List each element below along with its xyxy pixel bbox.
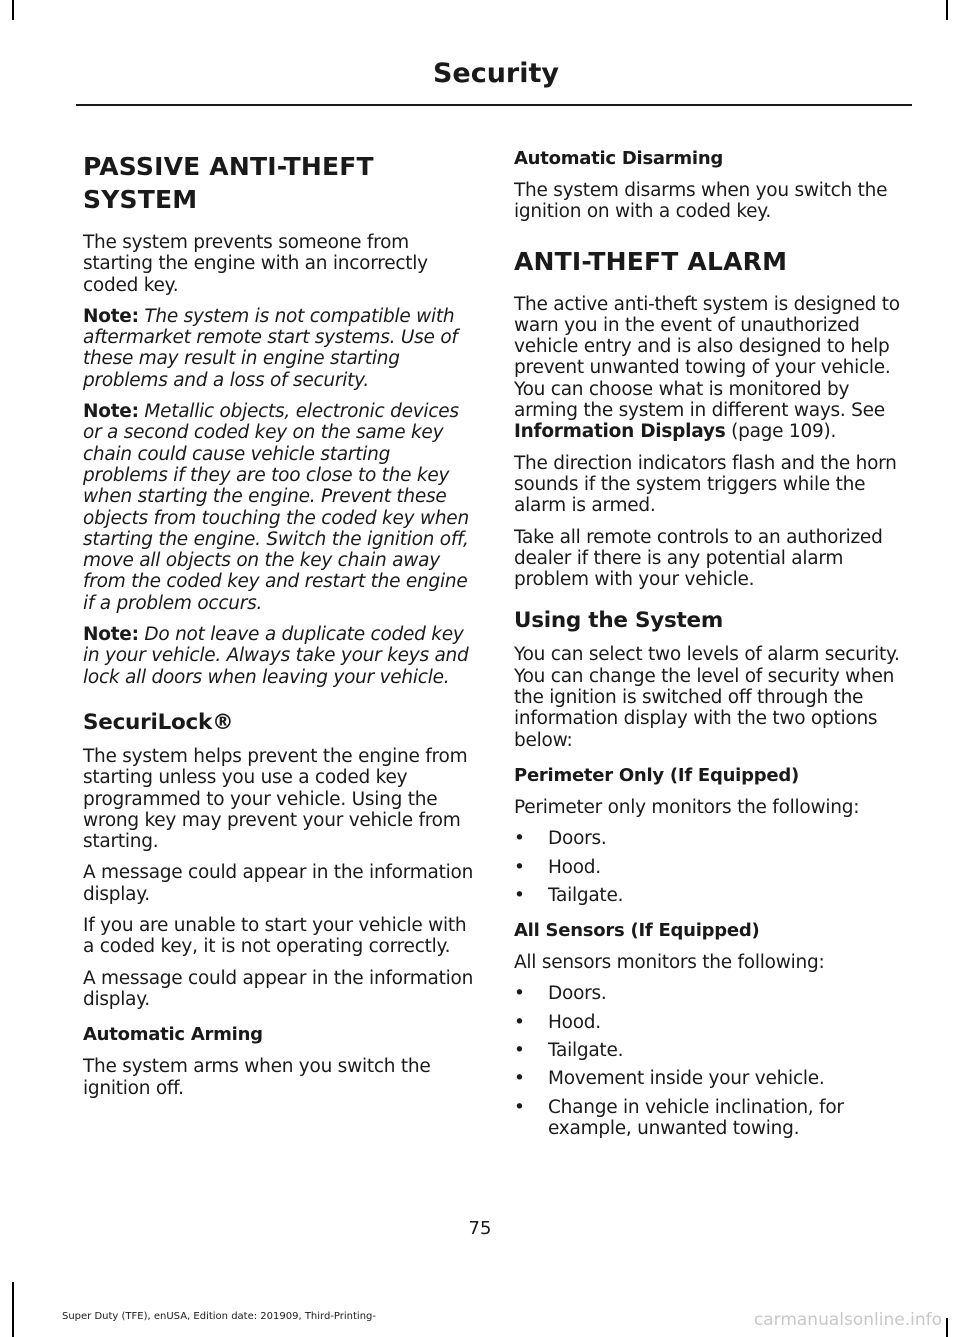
note-2 xyxy=(83,401,478,614)
using-system-text: You can select two levels of alarm security. You can change the level of security when the ignition is switched off through the information display with the two options below: xyxy=(514,644,900,751)
crop-mark-bottom-right xyxy=(946,1318,948,1337)
list-item xyxy=(514,1012,912,1033)
page-reference: (page 109). xyxy=(731,421,837,443)
watermark: carmanualsonline.info xyxy=(753,1310,942,1330)
list-item xyxy=(514,857,912,878)
heading-automatic-arming: Automatic Arming xyxy=(83,1024,263,1046)
list-item-text: Movement inside your vehicle. xyxy=(548,1068,825,1090)
crop-mark-top-left xyxy=(12,0,14,20)
heading-automatic-disarming: Automatic Disarming xyxy=(514,148,724,169)
perimeter-text: Perimeter only monitors the following: xyxy=(514,796,860,818)
bullet-icon: • xyxy=(514,983,525,1005)
bullet-icon: • xyxy=(514,884,525,906)
alarm-paragraph-1 xyxy=(514,294,912,443)
heading-using-the-system: Using the System xyxy=(514,608,724,634)
heading-passive-anti-theft: PASSIVE ANTI-THEFT SYSTEM xyxy=(83,152,374,214)
footer-edition-info: Super Duty (TFE), enUSA, Edition date: 201909, Third-Printing- xyxy=(62,1311,377,1322)
alarm-paragraph-2: The direction indicators flash and the horn sounds if the system triggers while the alarm is armed. xyxy=(514,452,897,517)
bullet-icon: • xyxy=(514,1096,525,1118)
page-number: 75 xyxy=(468,1218,492,1239)
information-displays-link[interactable]: Information Displays xyxy=(514,421,726,443)
list-item xyxy=(514,1040,912,1061)
securilock-paragraph-3: If you are unable to start your vehicle with a coded key, it is not operating correctly. xyxy=(83,915,467,958)
alarm-paragraph-1-text: The active anti-theft system is designed to warn you in the event of unauthorized vehicle entry and is also designed to help prevent unwanted towing of your vehicle. You can choose what is monitored by arming the system in different ways. See xyxy=(514,293,900,422)
list-item xyxy=(514,885,912,906)
list-item xyxy=(514,828,912,849)
right-column xyxy=(514,148,912,1146)
list-item-text: Doors. xyxy=(548,828,607,850)
all-sensors-list xyxy=(514,983,912,1139)
note-text: Metallic objects, electronic devices or a second coded key on the same key chain could cause vehicle starting problems if they are too close to the key when starting the engine. Prevent these objects from touching the coded key when starting the engine. Switch the ignition off, move all objects on the key chain away from the coded key and restart the engine if a problem occurs. xyxy=(83,401,469,614)
list-item-text: Hood. xyxy=(548,1011,601,1033)
note-label: Note: xyxy=(83,305,139,327)
note-label: Note: xyxy=(83,624,139,646)
crop-mark-top-right xyxy=(946,0,948,20)
heading-anti-theft-alarm: ANTI-THEFT ALARM xyxy=(514,246,788,276)
automatic-arming-text: The system arms when you switch the ignition off. xyxy=(83,1056,431,1099)
bullet-icon: • xyxy=(514,1040,525,1062)
list-item-text: Hood. xyxy=(548,856,601,878)
securilock-paragraph-1: The system helps prevent the engine from starting unless you use a coded key programmed to your vehicle. Using the wrong key may prevent your vehicle from starting. xyxy=(83,745,468,853)
automatic-disarming-text: The system disarms when you switch the ignition on with a coded key. xyxy=(514,180,888,223)
list-item-text: Tailgate. xyxy=(548,884,624,906)
bullet-icon: • xyxy=(514,856,525,878)
note-3 xyxy=(83,624,478,688)
heading-perimeter-only: Perimeter Only (If Equipped) xyxy=(514,764,799,786)
perimeter-list xyxy=(514,828,912,906)
left-column xyxy=(83,150,478,1109)
heading-securilock: SecuriLock® xyxy=(83,709,234,735)
securilock-paragraph-2: A message could appear in the information display. xyxy=(83,862,474,905)
list-item-text: Change in vehicle inclination, for example, unwanted towing. xyxy=(548,1096,844,1139)
list-item-text: Tailgate. xyxy=(548,1040,624,1062)
header-rule xyxy=(76,104,912,106)
all-sensors-text: All sensors monitors the following: xyxy=(514,952,825,974)
note-text: The system is not compatible with aftermarket remote start systems. Use of these may result in engine starting problems and a loss of security. xyxy=(83,305,458,391)
note-1 xyxy=(83,306,478,391)
list-item xyxy=(514,1097,912,1140)
list-item xyxy=(514,1068,912,1089)
note-text: Do not leave a duplicate coded key in your vehicle. Always take your keys and lock all doors when leaving your vehicle. xyxy=(83,624,469,688)
list-item xyxy=(514,983,912,1004)
securilock-paragraph-4: A message could appear in the information display. xyxy=(83,967,474,1010)
alarm-paragraph-3: Take all remote controls to an authorized dealer if there is any potential alarm problem with your vehicle. xyxy=(514,526,883,591)
section-title: Security xyxy=(432,58,559,89)
heading-all-sensors: All Sensors (If Equipped) xyxy=(514,920,760,942)
bullet-icon: • xyxy=(514,1011,525,1033)
list-item-text: Doors. xyxy=(548,983,607,1005)
bullet-icon: • xyxy=(514,1068,525,1090)
note-label: Note: xyxy=(83,401,139,423)
crop-mark-bottom-left xyxy=(12,1282,14,1337)
intro-paragraph: The system prevents someone from starting the engine with an incorrectly coded key. xyxy=(83,232,428,296)
bullet-icon: • xyxy=(514,828,525,850)
